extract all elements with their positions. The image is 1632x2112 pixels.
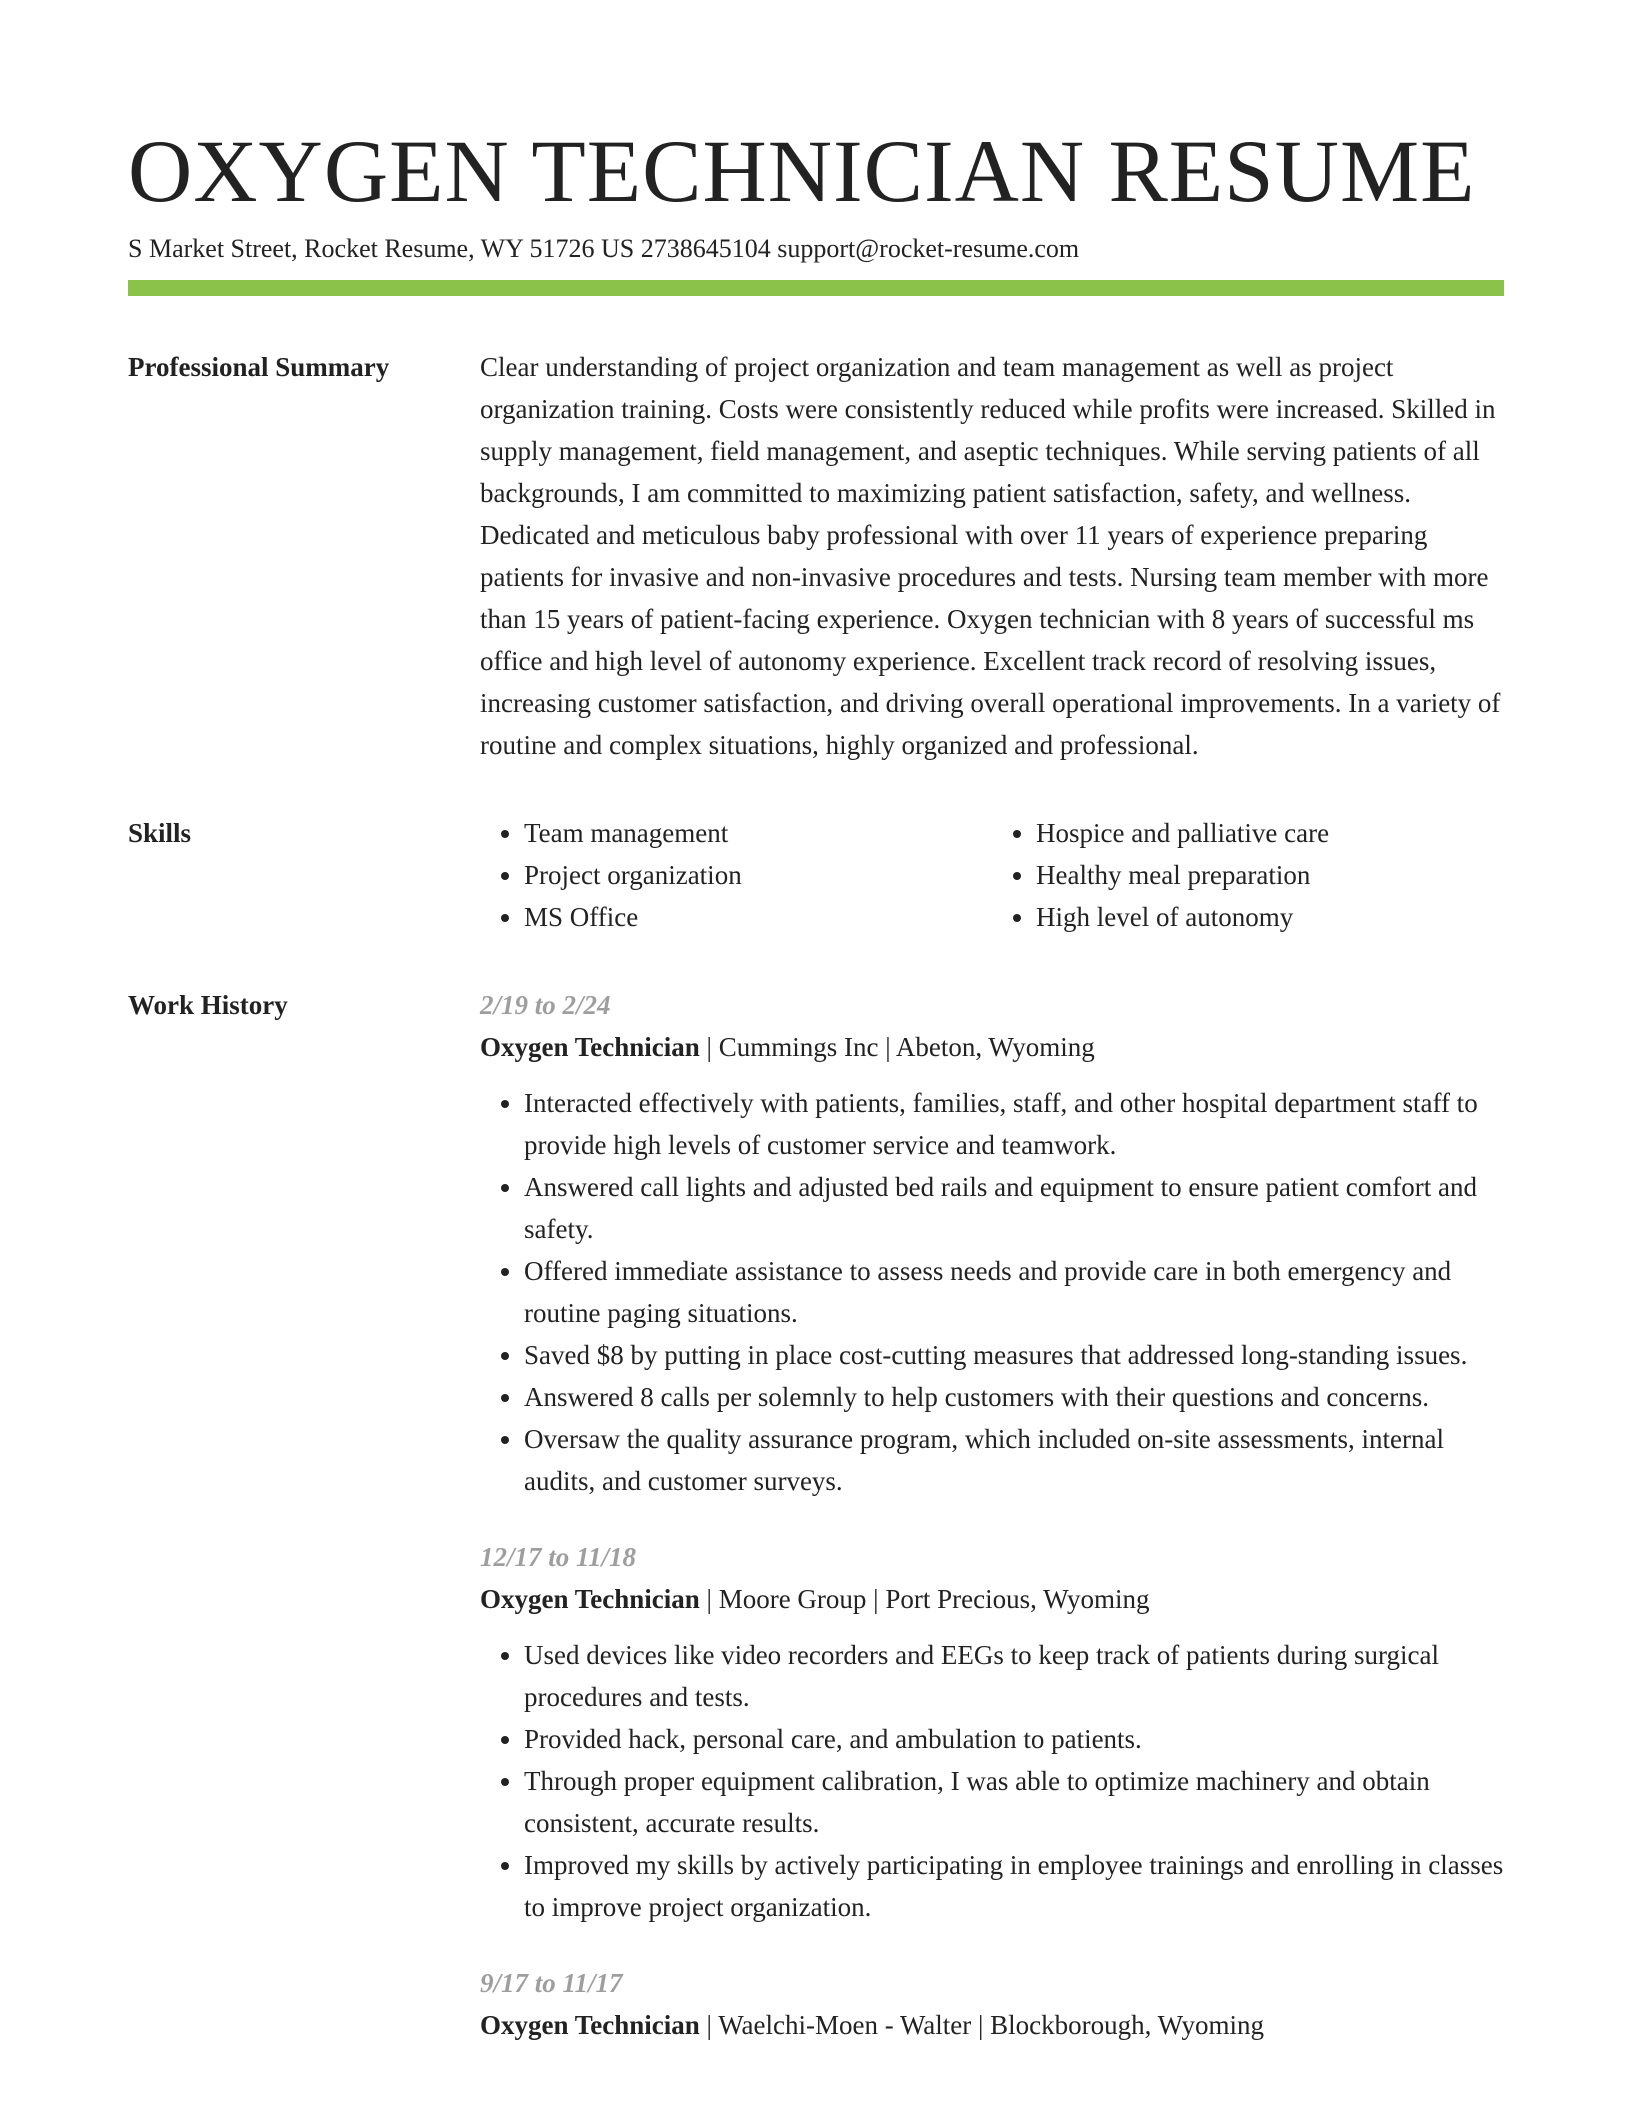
job-details: | Moore Group | Port Precious, Wyoming [699, 1584, 1150, 1614]
job-bullet: • Answered call lights and adjusted bed rails and equipment to ensure patient comfort and safety. [524, 1166, 1504, 1250]
skills-section [128, 812, 1504, 938]
job-heading [480, 1026, 1504, 1068]
job-dates: 9/17 to 11/17 [480, 1968, 623, 1998]
header-divider [128, 280, 1504, 296]
job-dates: 2/19 to 2/24 [480, 990, 611, 1020]
job-bullet: • Oversaw the quality assurance program, which included on-site assessments, internal audits, and customer surveys. [524, 1418, 1504, 1502]
skill-item: • Team management [524, 812, 992, 854]
resume-title: OXYGEN TECHNICIAN RESUME [128, 123, 1476, 221]
job-entry [480, 1536, 1504, 1928]
work-history-content [480, 984, 1504, 2046]
work-history-section [128, 984, 1504, 2046]
job-title: Oxygen Technician [480, 1584, 700, 1614]
job-heading [480, 1578, 1504, 1620]
summary-section [128, 346, 1504, 766]
section-label-skills: Skills [128, 818, 192, 848]
section-label-work-history: Work History [128, 990, 288, 1020]
skills-list-right [992, 812, 1504, 938]
summary-content [480, 346, 1504, 766]
skills-list-left [480, 812, 992, 938]
summary-text: Clear understanding of project organization and team management as well as project organization training. Costs were consistently reduced while profits were increased. Skilled in supply management, field management, and aseptic techniques. While serving patients of all backgrounds, I am committed to maximizing patient satisfaction, safety, and wellness. Dedicated and meticulous baby professional with over 11 years of experience preparing patients for invasive and non-invasive procedures and tests. Nursing team member with more than 15 years of patient-facing experience. Oxygen technician with 8 years of successful ms office and high level of autonomy experience. Excellent track record of resolving issues, increasing customer satisfaction, and driving overall operational improvements. In a variety of routine and complex situations, highly organized and professional. [480, 352, 1501, 760]
contact-line: S Market Street, Rocket Resume, WY 51726 US 2738645104 support@rocket-resume.com [128, 234, 1080, 263]
skill-item: • Healthy meal preparation [1036, 854, 1504, 896]
job-bullet: • Improved my skills by actively participating in employee trainings and enrolling in classes to improve project organization. [524, 1844, 1504, 1928]
job-bullets [480, 1082, 1504, 1502]
job-title: Oxygen Technician [480, 2010, 700, 2040]
job-details: | Waelchi-Moen - Walter | Blockborough, Wyoming [699, 2010, 1265, 2040]
skill-item: • Hospice and palliative care [1036, 812, 1504, 854]
job-heading [480, 2004, 1504, 2046]
skills-content [480, 812, 1504, 938]
section-label-summary: Professional Summary [128, 352, 390, 382]
job-bullet: • Through proper equipment calibration, I was able to optimize machinery and obtain consistent, accurate results. [524, 1760, 1504, 1844]
resume-page [128, 124, 1504, 2046]
job-bullets [480, 1634, 1504, 1928]
job-title: Oxygen Technician [480, 1032, 700, 1062]
job-bullet: • Used devices like video recorders and EEGs to keep track of patients during surgical procedures and tests. [524, 1634, 1504, 1718]
job-details: | Cummings Inc | Abeton, Wyoming [699, 1032, 1095, 1062]
skill-item: • High level of autonomy [1036, 896, 1504, 938]
job-entry [480, 1962, 1504, 2046]
skills-grid [480, 812, 1504, 938]
skill-item: • Project organization [524, 854, 992, 896]
skill-item: • MS Office [524, 896, 992, 938]
job-bullet: • Provided hack, personal care, and ambulation to patients. [524, 1718, 1504, 1760]
job-bullet: • Offered immediate assistance to assess needs and provide care in both emergency and routine paging situations. [524, 1250, 1504, 1334]
job-entry [480, 984, 1504, 1502]
job-bullet: • Answered 8 calls per solemnly to help customers with their questions and concerns. [524, 1376, 1504, 1418]
job-bullet: • Interacted effectively with patients, families, staff, and other hospital department staff to provide high levels of customer service and teamwork. [524, 1082, 1504, 1166]
job-dates: 12/17 to 11/18 [480, 1542, 637, 1572]
job-bullet: • Saved $8 by putting in place cost-cutting measures that addressed long-standing issues. [524, 1334, 1504, 1376]
